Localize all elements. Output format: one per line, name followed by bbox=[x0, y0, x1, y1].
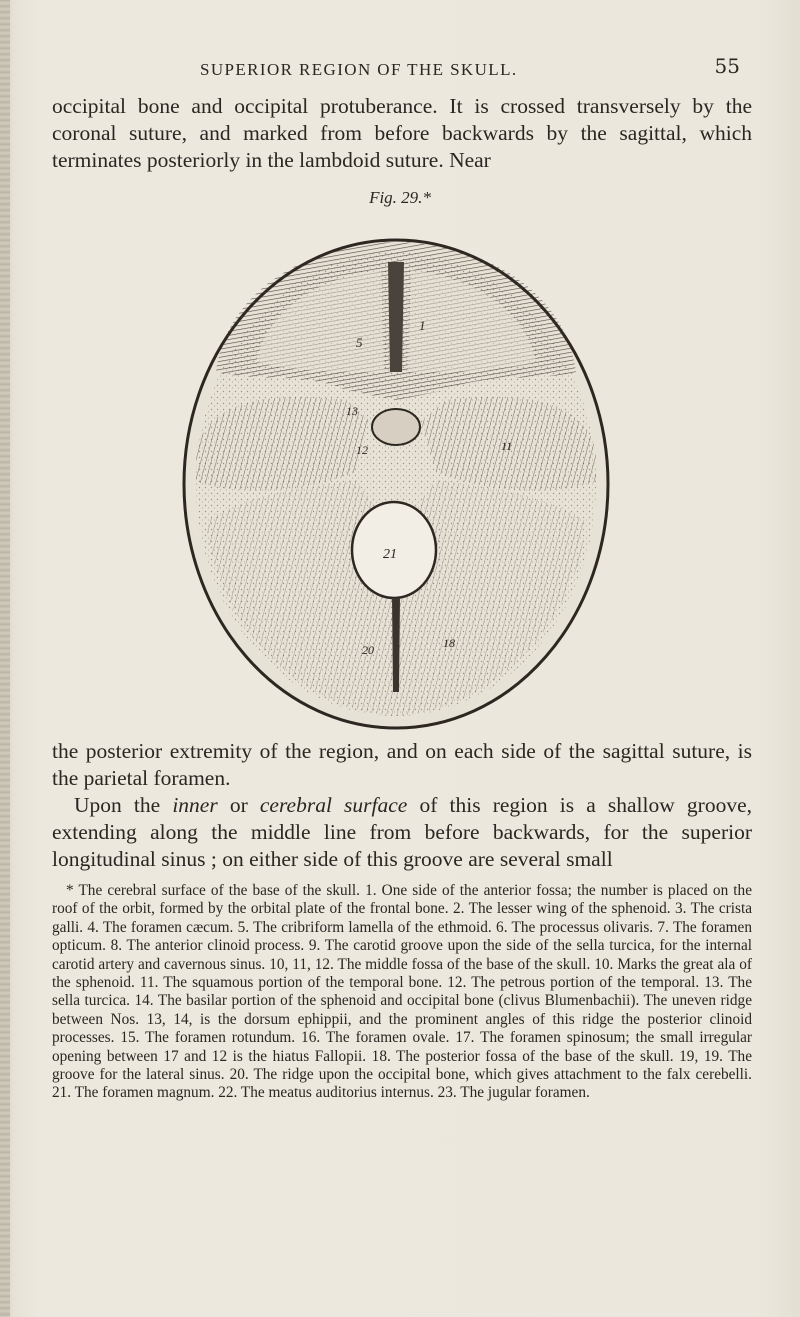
term-cerebral-surface: cerebral surface bbox=[259, 793, 408, 817]
figure-caption: Fig. 29.* bbox=[369, 188, 431, 207]
running-head bbox=[60, 54, 740, 84]
figure-label-18: 18 bbox=[443, 636, 455, 650]
posterior-fossa bbox=[206, 480, 586, 716]
paragraph-3 bbox=[52, 792, 752, 873]
paragraph-3-lead: Upon the bbox=[74, 793, 173, 817]
figure-label-1: 1 bbox=[419, 318, 426, 333]
page-number: 55 bbox=[714, 54, 740, 78]
figure-label-13: 13 bbox=[346, 404, 358, 418]
paragraph-3-connector: or bbox=[217, 793, 260, 817]
figure-label-12: 12 bbox=[356, 443, 368, 457]
paragraph-3-body: of this region is a shallow groove, extending along the middle line from before backwards, for the superior longitudinal sinus ; on either side of this groove are several small bbox=[52, 793, 752, 871]
figure-footnote: * The cerebral surface of the base of the skull. 1. One side of the anterior fossa; the number is placed on the roof of the orbit, formed by the orbital plate of the frontal bone. 2. The lesser wing of the sphenoid. 3. The crista galli. 4. The foramen cæcum. 5. The cribriform lamella of the ethmoid. 6. The processus olivaris. 7. The foramen opticum. 8. The anterior clinoid process. 9. The carotid groove upon the side of the sella turcica, for the internal carotid artery and cavernous sinus. 10, 11, 12. The middle fossa of the base of the skull. 10. Marks the great ala of the sphenoid. 11. The squamous portion of the temporal bone. 12. The petrous portion of the temporal. 13. The sella turcica. 14. The basilar portion of the sphenoid and occipital bone (clivus Blumenbachii). The uneven ridge between Nos. 13, 14, is the dorsum ephippii, and the prominent angles of this ridge the posterior clinoid processes. 15. The foramen rotundum. 16. The foramen ovale. 17. The foramen spinosum; the small irregular opening between 17 and 12 is the hiatus Fallopii. 18. The posterior fossa of the base of the skull. 19, 19. The groove for the lateral sinus. 20. The ridge upon the occipital bone, which gives attachment to the falx cerebelli. 21. The foramen magnum. 22. The meatus auditorius internus. 23. The jugular foramen. bbox=[52, 882, 752, 1102]
skull-base-illustration bbox=[156, 222, 636, 732]
figure-label-11: 11 bbox=[501, 439, 513, 453]
paragraph-1: occipital bone and occipital protuberance. It is crossed transversely by the coronal suture, and marked from before backwards by the sagittal, which terminates posteriorly in the lambdoid suture. Near bbox=[52, 94, 752, 172]
anterior-fossa bbox=[216, 242, 576, 400]
running-title: SUPERIOR REGION OF THE SKULL. bbox=[200, 60, 518, 79]
paragraph-2: the posterior extremity of the region, and on each side of the sagittal suture, is the parietal foramen. bbox=[52, 739, 752, 790]
term-inner: inner bbox=[172, 793, 218, 817]
figure-label-20: 20 bbox=[362, 643, 374, 657]
figure-label-21: 21 bbox=[383, 547, 397, 562]
figure-label-5: 5 bbox=[356, 335, 363, 350]
